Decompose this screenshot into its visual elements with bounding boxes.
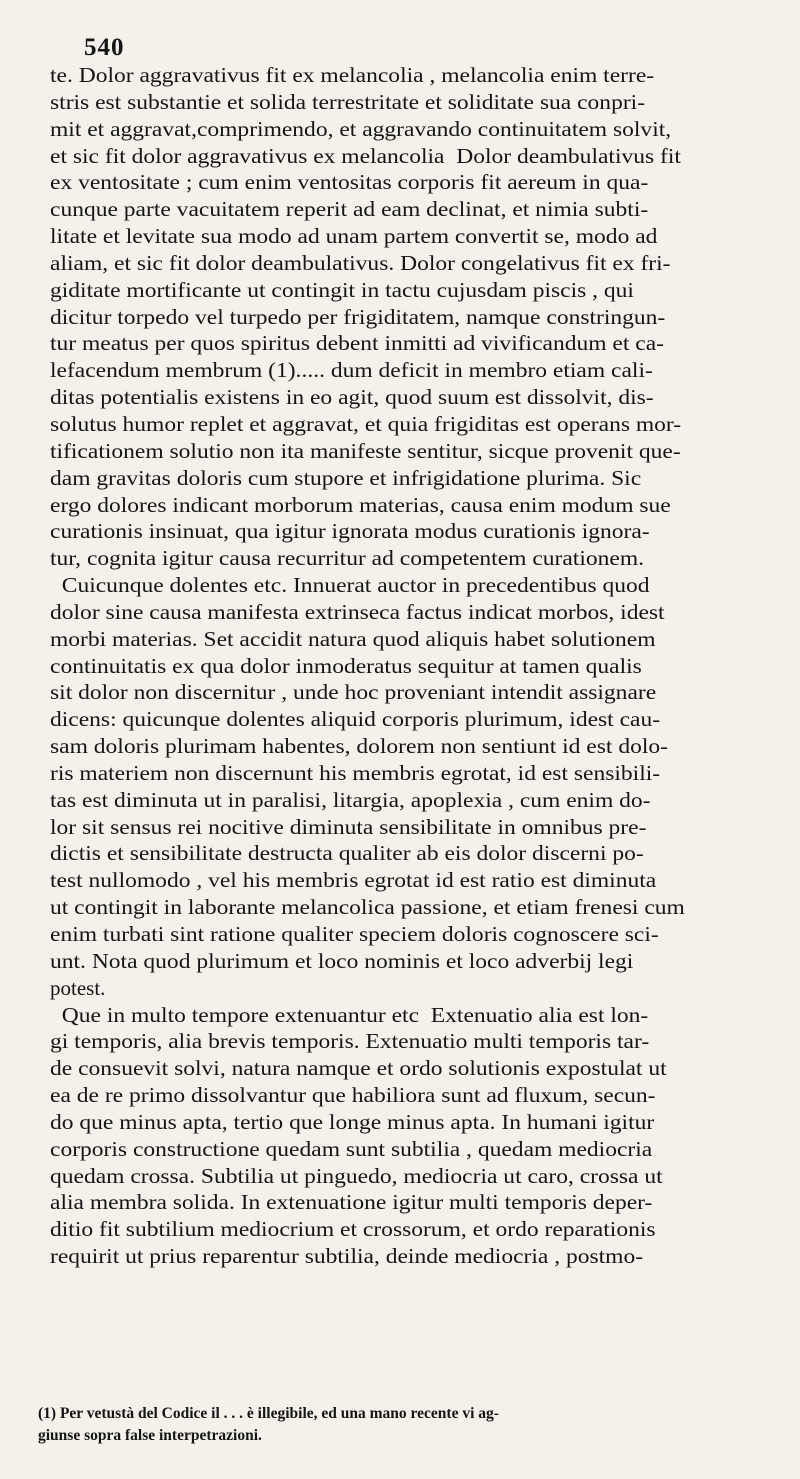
text-line: dolor sine causa manifesta extrinseca factus indicat morbos, idest (50, 599, 665, 624)
text-line: sam doloris plurimam habentes, dolorem non sentiunt id est dolo- (50, 734, 668, 759)
text-line: giditate mortificante ut contingit in tactu cujusdam piscis , qui (50, 277, 634, 302)
text-line: Cuicunque dolentes etc. Innuerat auctor in precedentibus quod (50, 573, 650, 598)
text-line: aliam, et sic fit dolor deambulativus. Dolor congelativus fit ex fri- (50, 250, 671, 275)
text-line: gi temporis, alia brevis temporis. Extenuatio multi temporis tar- (50, 1029, 650, 1054)
text-line: litate et levitate sua modo ad unam partem convertit se, modo ad (50, 224, 658, 249)
text-line: potest. (50, 975, 106, 1000)
footnote-line: (1) Per vetustà del Codice il . . . è illegibile, ed una mano recente vi ag- (38, 1405, 499, 1422)
text-line: curationis insinuat, qua igitur ignorata modus curationis ignora- (50, 519, 650, 544)
text-line: enim turbati sint ratione qualiter speciem doloris cognoscere sci- (50, 922, 659, 946)
text-line: dicitur torpedo vel turpedo per frigiditatem, namque constringun- (50, 304, 666, 329)
text-line: alia membra solida. In extenuatione igitur multi temporis deper- (50, 1190, 653, 1215)
text-line: continuitatis ex qua dolor inmoderatus sequitur at tamen qualis (50, 653, 642, 678)
text-line: te. Dolor aggravativus fit ex melancolia , melancolia enim terre- (50, 63, 655, 87)
text-line: Que in multo tempore extenuantur etc Extenuatio alia est lon- (50, 1002, 649, 1027)
text-line: ris materiem non discernunt his membris egrotat, id est sensibili- (50, 760, 661, 785)
text-line: de consuevit solvi, natura namque et ordo solutionis expostulat ut (50, 1056, 667, 1081)
text-line: stris est substantie et solida terrestritate et soliditate sua conpri- (50, 89, 646, 114)
text-line: et sic fit dolor aggravativus ex melancolia Dolor deambulativus fit (50, 143, 681, 168)
text-line: mit et aggravat,comprimendo, et aggravando continuitatem solvit, (50, 116, 672, 141)
text-line: ex ventositate ; cum enim ventositas corporis fit aereum in qua- (50, 170, 649, 195)
text-line: lefacendum membrum (1)..... dum deficit in membro etiam cali- (50, 358, 653, 383)
footnote-line: giunse sopra false interpetrazioni. (38, 1427, 262, 1444)
text-line: ut contingit in laborante melancolica passione, et etiam frenesi cum (50, 895, 685, 920)
text-line: lor sit sensus rei nocitive diminuta sensibilitate in omnibus pre- (50, 814, 647, 839)
text-line: dictis et sensibilitate destructa qualiter ab eis dolor discerni po- (50, 841, 644, 866)
text-line: tificationem solutio non ita manifeste sentitur, sicque provenit que- (50, 438, 681, 463)
text-line: tur meatus per quos spiritus debent inmitti ad vivificandum et ca- (50, 331, 665, 356)
text-line: tas est diminuta ut in paralisi, litargia, apoplexia , cum enim do- (50, 787, 651, 812)
text-line: requirit ut prius reparentur subtilia, deinde mediocria , postmo- (50, 1244, 644, 1269)
text-line: ditio fit subtilium mediocrium et crossorum, et ordo reparationis (50, 1217, 656, 1242)
footnotes (38, 1403, 768, 1447)
text-line: corporis constructione quedam sunt subtilia , quedam mediocria (50, 1136, 653, 1161)
text-line: ergo dolores indicant morborum materias, causa enim modum sue (50, 492, 671, 517)
text-line: quedam crossa. Subtilia ut pinguedo, mediocria ut caro, crossa ut (50, 1163, 663, 1188)
text-line: morbi materias. Set accidit natura quod aliquis habet solutionem (50, 626, 656, 651)
text-line: test nullomodo , vel his membris egrotat id est ratio est diminuta (50, 868, 657, 893)
body-text (50, 62, 766, 1270)
text-line: dicens: quicunque dolentes aliquid corporis plurimum, idest cau- (50, 707, 661, 732)
text-line: solutus humor replet et aggravat, et quia frigiditas est operans mor- (50, 411, 682, 436)
text-line: ea de re primo dissolvantur que habiliora sunt ad fluxum, secun- (50, 1083, 656, 1108)
text-line: dam gravitas doloris cum stupore et infrigidatione plurima. Sic (50, 465, 642, 490)
text-line: cunque parte vacuitatem reperit ad eam declinat, et nimia subti- (50, 197, 649, 222)
text-line: do que minus apta, tertio que longe minus apta. In humani igitur (50, 1109, 655, 1134)
text-line: unt. Nota quod plurimum et loco nominis et loco adverbij legi (50, 948, 634, 973)
text-line: tur, cognita igitur causa recurritur ad competentem curationem. (50, 546, 645, 571)
page-number: 540 (84, 34, 125, 61)
text-line: sit dolor non discernitur , unde hoc proveniant intendit assignare (50, 680, 657, 705)
text-line: ditas potentialis existens in eo agit, quod suum est dissolvit, dis- (50, 385, 654, 410)
